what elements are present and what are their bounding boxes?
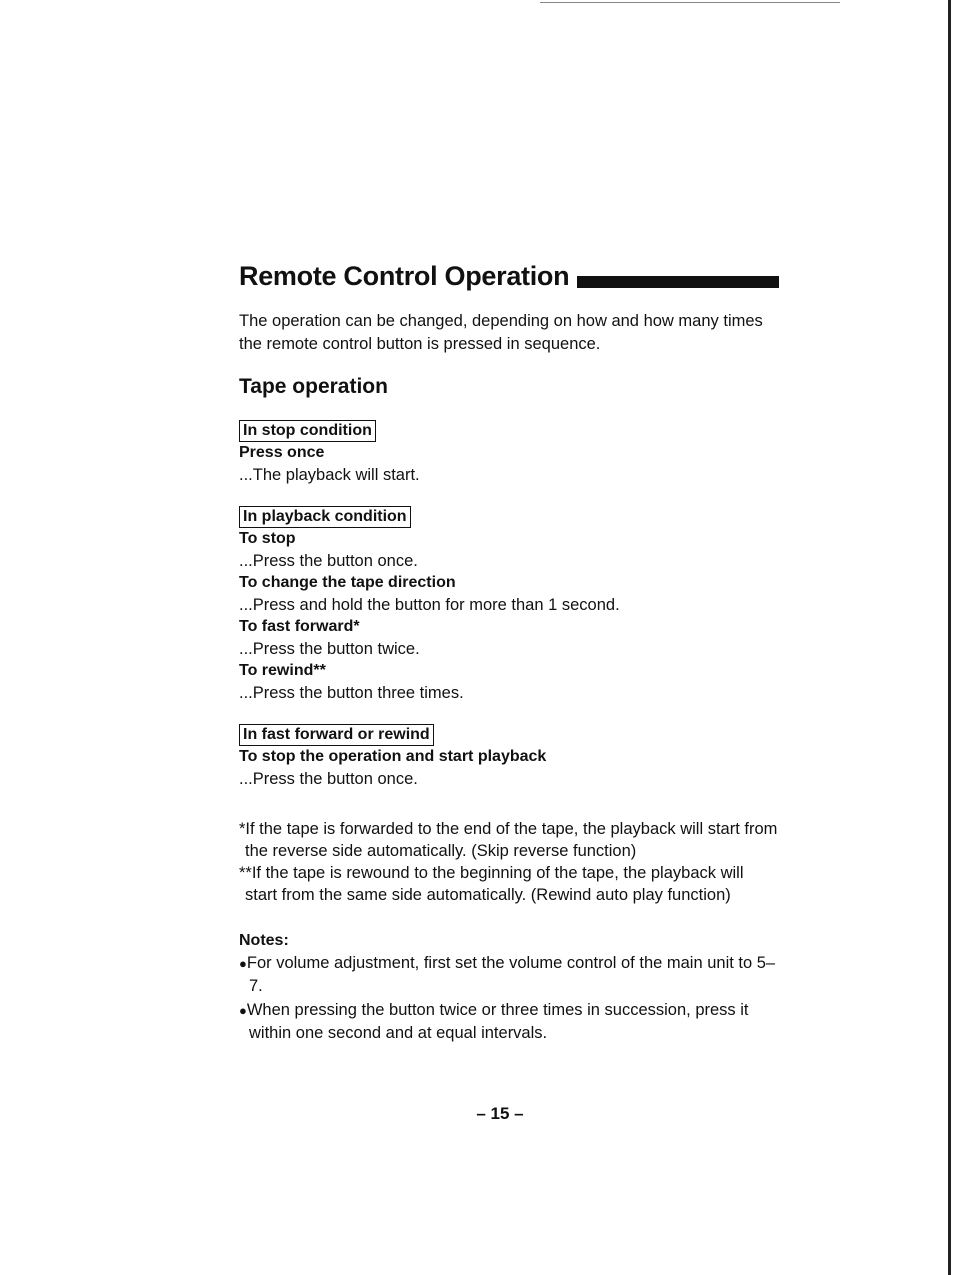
note-text: When pressing the button twice or three times in succession, press it within one second and at equal intervals.: [246, 1001, 749, 1042]
footnotes: [239, 818, 779, 906]
intro-paragraph: The operation can be changed, depending on how and how many times the remote control button is pressed in sequence.: [239, 312, 763, 353]
condition-label: In playback condition: [239, 506, 411, 528]
page-number: – 15 –: [476, 1104, 524, 1123]
operation-description: ...Press the button once.: [239, 552, 418, 570]
note-item: [239, 999, 779, 1044]
operation-action: To change the tape direction: [239, 574, 456, 591]
section-heading: Tape operation: [239, 375, 388, 398]
operation-action: To stop the operation and start playback: [239, 748, 547, 765]
bullet-icon: ●: [239, 956, 247, 971]
condition-group-fast-forward-rewind: [239, 724, 779, 790]
bullet-icon: ●: [239, 1003, 247, 1018]
operation-description: ...Press the button once.: [239, 770, 418, 788]
operation-description: ...The playback will start.: [239, 466, 420, 484]
note-item: [239, 952, 779, 997]
operation-action: Press once: [239, 444, 325, 461]
footnote-skip-reverse: *If the tape is forwarded to the end of the tape, the playback will start from the reverse side automatically. (Skip reverse function): [239, 820, 778, 860]
condition-label: In stop condition: [239, 420, 376, 442]
title-decoration-bar: [577, 276, 779, 288]
footnote-rewind-auto-play: **If the tape is rewound to the beginning of the tape, the playback will start from the same side automatically. (Rewind auto play function): [239, 864, 744, 904]
manual-page-content: [239, 258, 779, 1046]
page-edge-shadow: [948, 0, 951, 1275]
operation-description: ...Press the button three times.: [239, 684, 464, 702]
condition-label: In fast forward or rewind: [239, 724, 434, 746]
condition-group-playback: [239, 506, 779, 704]
page-title: Remote Control Operation: [239, 261, 570, 291]
operation-description: ...Press and hold the button for more than 1 second.: [239, 596, 620, 614]
operation-action: To fast forward*: [239, 618, 360, 635]
operation-action: To stop: [239, 530, 296, 547]
notes-heading: Notes:: [239, 932, 289, 949]
title-row: [239, 258, 779, 294]
scan-artifact-line: [540, 2, 840, 3]
note-text: For volume adjustment, first set the volume control of the main unit to 5–7.: [246, 954, 776, 995]
operation-description: ...Press the button twice.: [239, 640, 420, 658]
operation-action: To rewind**: [239, 662, 326, 679]
condition-group-stop: [239, 420, 779, 486]
